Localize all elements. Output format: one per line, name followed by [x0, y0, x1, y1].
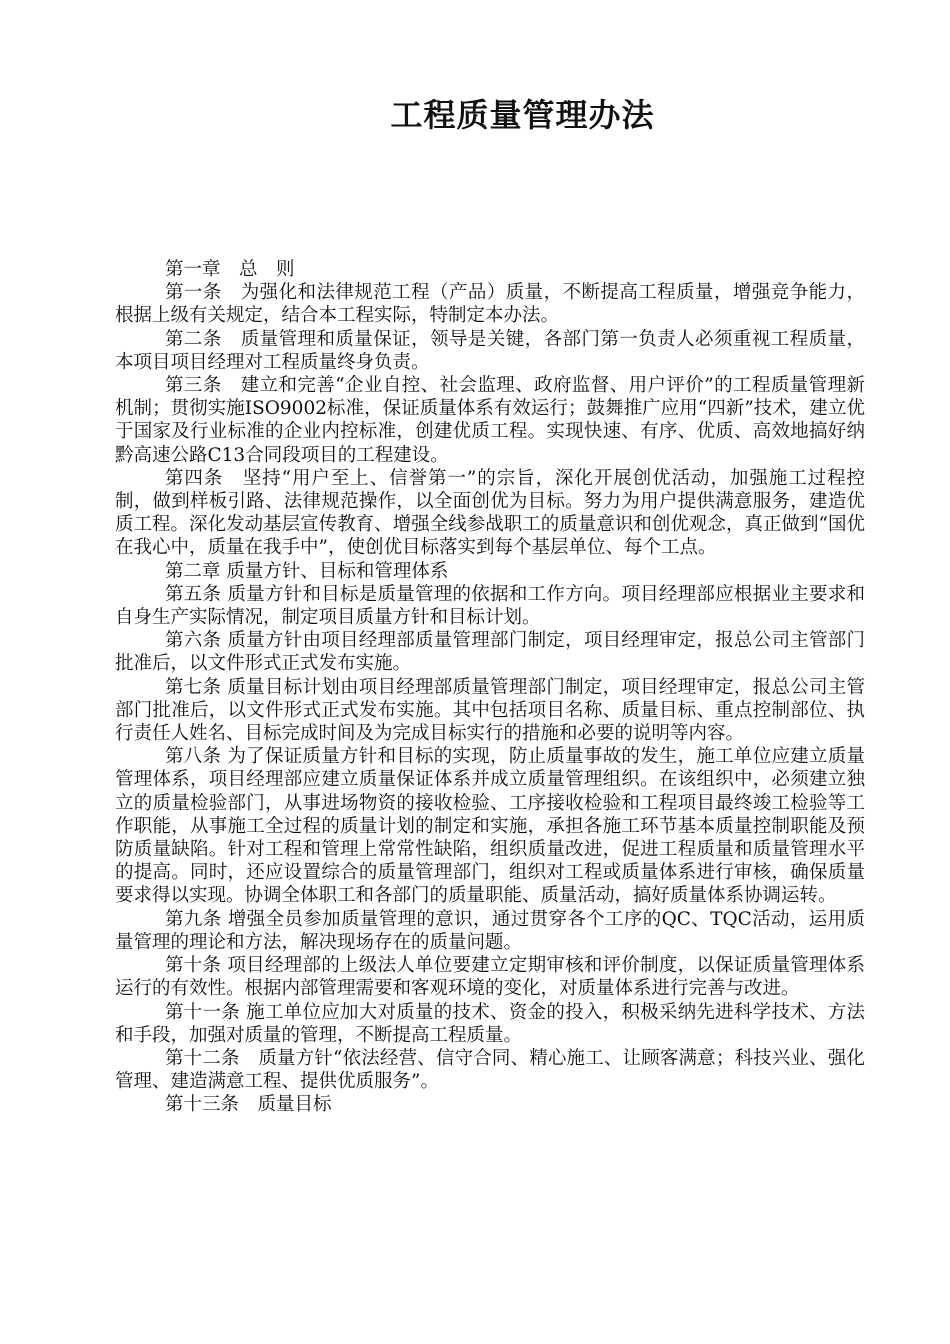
article-paragraph: 第七条 质量目标计划由项目经理部质量管理部门制定，项目经理审定，报总公司主管部门批准后，以文件形式正式发布实施。其中包括项目名称、质量目标、重点控制部位、执行责任人姓名、目标完成时间及为完成目标实行的措施和必要的说明等内容。 — [115, 676, 865, 745]
document-title: 工程质量管理办法 — [390, 96, 655, 134]
article-paragraph: 第五条 质量方针和目标是质量管理的依据和工作方向。项目经理部应根据业主要求和自身生产实际情况，制定项目质量方针和目标计划。 — [115, 583, 865, 629]
chapter-heading: 第一章 总 则 — [165, 259, 295, 280]
article-paragraph: 第九条 增强全员参加质量管理的意识，通过贯穿各个工序的QC、TQC活动，运用质量管理的理论和方法，解决现场存在的质量问题。 — [115, 908, 865, 953]
article-paragraph: 第八条 为了保证质量方针和目标的实现，防止质量事故的发生，施工单位应建立质量管理体系，项目经理部应建立质量保证体系并成立质量管理组织。在该组织中，必须建立独立的质量检验部门，从事进场物资的接收检验、工序接收检验和工程项目最终竣工检验等工作职能，从事施工全过程的质量计划的制定和实施，承担各施工环节基本质量控制职能及预防质量缺陷。针对工程和管理上常常性缺陷，组织质量改进，促进工程质量和质量管理水平的提高。同时，还应设置综合的质量管理部门，组织对工程或质量体系进行审核，确保质量要求得以实现。协调全体职工和各部门的质量职能、质量活动，搞好质量体系协调运转。 — [115, 746, 865, 907]
article-paragraph: 第十三条 质量目标 — [165, 1094, 332, 1116]
document-body — [115, 258, 865, 1117]
article-paragraph: 第六条 质量方针由项目经理部质量管理部门制定，项目经理审定，报总公司主管部门批准后，以文件形式正式发布实施。 — [115, 630, 865, 675]
article-paragraph: 第十一条 施工单位应加大对质量的技术、资金的投入，积极采纳先进科学技术、方法和手段，加强对质量的管理，不断提高工程质量。 — [115, 1001, 865, 1046]
article-paragraph: 第二条 质量管理和质量保证，领导是关键，各部门第一负责人必须重视工程质量，本项目项目经理对工程质量终身负责。 — [115, 328, 865, 373]
article-paragraph: 第十条 项目经理部的上级法人单位要建立定期审核和评价制度，以保证质量管理体系运行的有效性。根据内部管理需要和客观环境的变化，对质量体系进行完善与改进。 — [115, 955, 865, 1000]
chapter-heading: 第二章 质量方针、目标和管理体系 — [165, 560, 449, 582]
article-paragraph: 第十二条 质量方针“依法经营、信守合同、精心施工、让顾客满意；科技兴业、强化管理、建造满意工程、提供优质服务”。 — [115, 1047, 865, 1093]
article-paragraph: 第四条 坚持“用户至上、信誉第一”的宗旨，深化开展创优活动，加强施工过程控制，做到样板引路、法律规范操作，以全面创优为目标。努力为用户提供满意服务，建造优质工程。深化发动基层宣传教育、增强全线参战职工的质量意识和创优观念，真正做到“国优在我心中，质量在我手中”，使创优目标落实到每个基层单位、每个工点。 — [115, 467, 865, 559]
article-paragraph: 第三条 建立和完善“企业自控、社会监理、政府监督、用户评价”的工程质量管理新机制；贯彻实施ISO9002标准，保证质量体系有效运行；鼓舞推广应用“四新”技术，建立优于国家及行业标准的企业内控标准，创建优质工程。实现快速、有序、优质、高效地搞好纳黔高速公路C13合同段项目的工程建设。 — [115, 375, 865, 466]
article-paragraph: 第一条 为强化和法律规范工程（产品）质量，不断提高工程质量，增强竞争能力，根据上级有关规定，结合本工程实际，特制定本办法。 — [115, 282, 865, 327]
